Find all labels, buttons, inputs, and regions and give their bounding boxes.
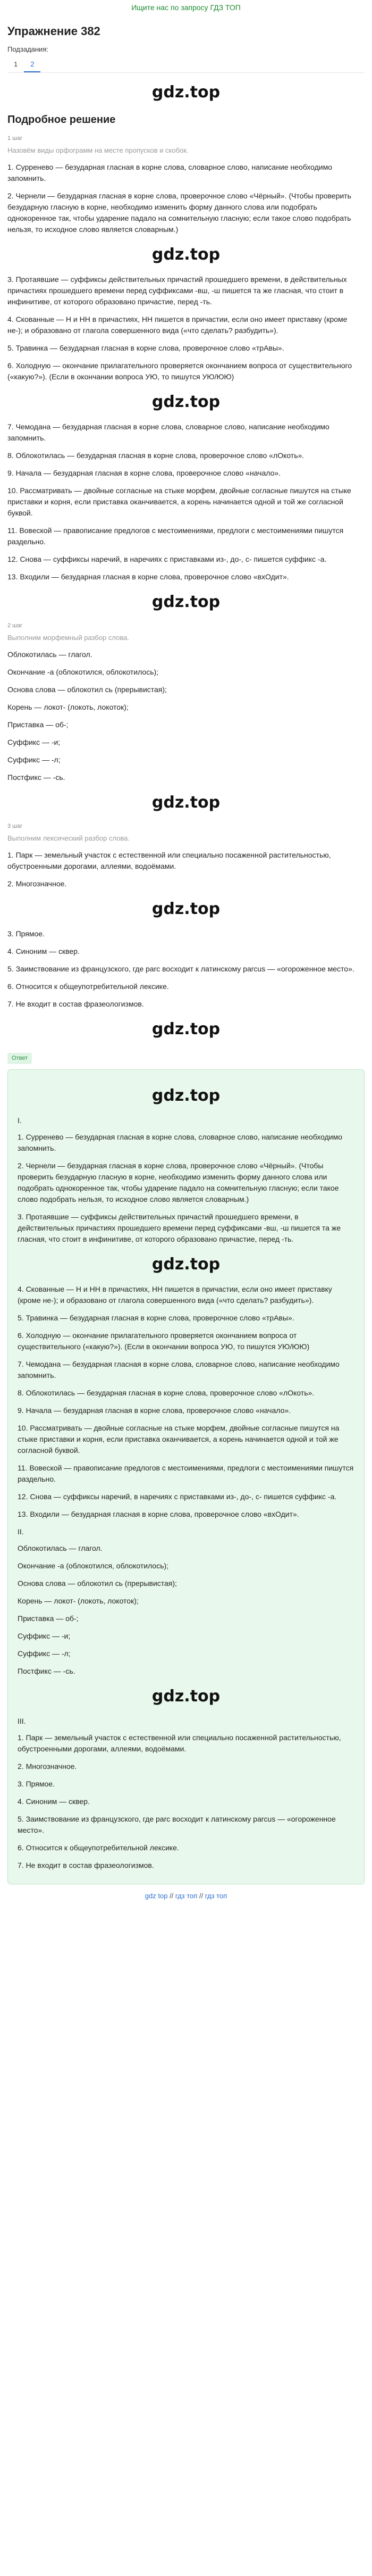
list-item: 1. Парк — земельный участок с естественной или специально посаженной растительностью, обустроенными дорогами, аллеями, водоёмами. <box>7 851 331 870</box>
step-intro: Назовём виды орфограмм на месте пропусков и скобок. <box>7 146 189 154</box>
list-item: 3. Протаявшие — суффиксы действительных причастий прошедшего времени, в действительных причастиях прошедшего времени перед суффиксами -вш, -ш пишется та же гласная, что стоит в инфинитиве, от которого образовано причастие, перед -ть. <box>7 275 347 306</box>
page-title: Упражнение 382 <box>7 24 100 38</box>
list-item: Суффикс — -л; <box>18 1649 71 1658</box>
list-item: 5. Заимствование из французского, где parc восходит к латинскому parcus — «огороженное место». <box>7 965 354 973</box>
list-item: 2. Чернели — безударная гласная в корне слова, проверочное слово «Чёрный». (Чтобы проверить безударную гласную в корне, необходимо изменить форму данного слова или подобрать однокоренное так, чтобы ударение падало на сомнительную гласную; если такое слово подобрать нельзя, то исходное слово является словарным.) <box>18 1161 339 1203</box>
step-intro: Выполним лексический разбор слова. <box>7 834 130 842</box>
list-item: Постфикс — -сь. <box>18 1666 75 1675</box>
list-item: Приставка — об-; <box>7 720 69 729</box>
step-label: 3 шаг <box>7 823 23 829</box>
list-item: Основа слова — облокотил сь (прерывистая); <box>18 1578 177 1588</box>
watermark: gdz.top <box>151 1086 221 1105</box>
tab-1[interactable]: 1 <box>14 60 18 68</box>
top-search-link[interactable]: Ищите нас по запросу ГДЗ ТОП <box>131 3 241 12</box>
list-item: 10. Рассматривать — двойные согласные на стыке морфем, двойные согласные пишутся на стыке приставки и корня, если приставка оканчивается, а корень начинается одной и той же согласной буквой. <box>7 486 351 517</box>
list-item: 13. Входили — безударная гласная в корне слова, проверочное слово «вхОдит». <box>7 572 289 581</box>
list-item: 11. Вовеской — правописание предлогов с местоимениями, предлоги с местоимениями пишутся раздельно. <box>7 526 344 546</box>
list-item: 11. Вовеской — правописание предлогов с местоимениями, предлоги с местоимениями пишутся раздельно. <box>18 1463 354 1483</box>
footer-links <box>7 1891 365 1901</box>
list-item: 7. Чемодана — безударная гласная в корне слова, словарное слово, написание необходимо запомнить. <box>18 1359 340 1380</box>
watermark: gdz.top <box>151 593 221 611</box>
list-item: 7. Не входит в состав фразеологизмов. <box>7 1000 144 1008</box>
list-item: Облокотилась — глагол. <box>7 650 92 659</box>
list-item: Облокотилась — глагол. <box>18 1543 103 1552</box>
subtasks-label: Подзадания: <box>7 45 48 53</box>
list-item: 6. Относится к общеупотребительной лексике. <box>18 1843 179 1852</box>
list-item: 9. Начала — безударная гласная в корне слова, проверочное слово «начало». <box>18 1406 291 1415</box>
footer-link[interactable]: gdz top <box>145 1891 168 1900</box>
list-item: Суффикс — -и; <box>18 1631 71 1640</box>
list-item: 13. Входили — безударная гласная в корне слова, проверочное слово «вхОдит». <box>18 1509 299 1518</box>
list-item: 9. Начала — безударная гласная в корне слова, проверочное слово «начало». <box>7 469 281 477</box>
list-item: Корень — локот- (локоть, локоток); <box>18 1596 139 1605</box>
tab-2[interactable]: 2 <box>24 57 40 73</box>
list-item: 8. Облокотилась — безударная гласная в корне слова, проверочное слово «лОкоть». <box>18 1388 315 1397</box>
list-item: 4. Скованные — Н и НН в причастиях, НН пишется в причастии, если оно имеет приставку (кроме не-); и образовано от глагола совершенного вида («что сделать? разбудить»). <box>7 315 348 335</box>
list-item: 7. Не входит в состав фразеологизмов. <box>18 1860 154 1869</box>
list-item: Суффикс — -и; <box>7 738 61 746</box>
list-item: 8. Облокотилась — безударная гласная в корне слова, проверочное слово «лОкоть». <box>7 451 305 460</box>
answer-part-label: I. <box>18 1116 22 1125</box>
list-item: 4. Скованные — Н и НН в причастиях, НН пишется в причастии, если оно имеет приставку (кроме не-); и образовано от глагола совершенного вида («что сделать? разбудить»). <box>18 1284 332 1304</box>
list-item: 2. Многозначное. <box>18 1761 77 1771</box>
list-item: 3. Протаявшие — суффиксы действительных причастий прошедшего времени, в действительных причастиях прошедшего времени перед суффиксами -вш, -ш пишется та же гласная, что стоит в инфинитиве, от которого образовано причастие, перед -ть. <box>18 1212 341 1243</box>
list-item: Основа слова — облокотил сь (прерывистая); <box>7 685 167 694</box>
list-item: 6. Холодную — окончание прилагательного проверяется окончанием вопроса от существительного («какую?»). (Если в окончании вопроса УЮ, то пишутся УЮ/ЮЮ) <box>18 1331 310 1351</box>
list-item: 3. Прямое. <box>7 929 45 938</box>
list-item: 10. Рассматривать — двойные согласные на стыке морфем, двойные согласные пишутся на стыке приставки и корня, если приставка оканчивается, а корень начинается одной и той же согласной буквой. <box>18 1423 340 1455</box>
list-item: 1. Парк — земельный участок с естественной или специально посаженной растительностью, обустроенными дорогами, аллеями, водоёмами. <box>18 1733 341 1753</box>
watermark: gdz.top <box>151 245 221 264</box>
footer-link[interactable]: гдз топ <box>205 1891 227 1900</box>
watermark: gdz.top <box>151 83 221 102</box>
list-item: 6. Относится к общеупотребительной лексике. <box>7 982 169 991</box>
list-item: 5. Заимствование из французского, где parc восходит к латинскому parcus — «огороженное место». <box>18 1814 336 1834</box>
list-item: Окончание -а (облокотился, облокотилось); <box>7 668 159 676</box>
list-item: 7. Чемодана — безударная гласная в корне слова, словарное слово, написание необходимо запомнить. <box>7 422 329 442</box>
watermark: gdz.top <box>151 1254 221 1274</box>
watermark: gdz.top <box>151 793 221 812</box>
list-item: Приставка — об-; <box>18 1614 79 1623</box>
list-item: Корень — локот- (локоть, локоток); <box>7 703 129 711</box>
step-intro: Выполним морфемный разбор слова. <box>7 633 129 642</box>
list-item: 5. Травинка — безударная гласная в корне слова, проверочное слово «трАвы». <box>18 1313 294 1322</box>
list-item: 2. Чернели — безударная гласная в корне слова, проверочное слово «Чёрный». (Чтобы проверить безударную гласную в корне, необходимо изменить форму данного слова или подобрать однокоренное так, чтобы ударение падало на сомнительную гласную; если такое слово подобрать нельзя, то исходное слово является словарным.) <box>7 192 351 234</box>
watermark: gdz.top <box>151 1020 221 1038</box>
step-label: 2 шаг <box>7 622 23 629</box>
list-item: 4. Синоним — сквер. <box>7 947 80 955</box>
list-item: 12. Снова — суффиксы наречий, в наречиях с приставками из-, до-, с- пишется суффикс -а. <box>18 1492 337 1501</box>
step-label: 1 шаг <box>7 135 23 142</box>
subtask-tabs <box>7 57 365 73</box>
list-item: Суффикс — -л; <box>7 755 61 764</box>
answer-part-label: II. <box>18 1527 24 1536</box>
list-item: 2. Многозначное. <box>7 879 67 888</box>
list-item: Постфикс — -сь. <box>7 773 65 782</box>
footer-link[interactable]: гдз топ <box>175 1891 198 1900</box>
footer-separator: // <box>199 1891 204 1900</box>
watermark: gdz.top <box>151 900 221 918</box>
list-item: 1. Сурренево — безударная гласная в корне слова, словарное слово, написание необходимо запомнить. <box>18 1132 343 1152</box>
answer-box <box>7 1069 365 1884</box>
answer-part-label: III. <box>18 1716 26 1725</box>
list-item: 1. Сурренево — безударная гласная в корне слова, словарное слово, написание необходимо запомнить. <box>7 163 333 182</box>
list-item: 6. Холодную — окончание прилагательного проверяется окончанием вопроса от существительного («какую?»). (Если в окончании вопроса УЮ, то пишутся УЮ/ЮЮ) <box>7 361 352 381</box>
answer-badge: Ответ <box>7 1053 32 1064</box>
list-item: 5. Травинка — безударная гласная в корне слова, проверочное слово «трАвы». <box>7 344 284 352</box>
list-item: Окончание -а (облокотился, облокотилось); <box>18 1561 169 1570</box>
list-item: 4. Синоним — сквер. <box>18 1797 90 1806</box>
footer-separator: // <box>170 1891 174 1900</box>
watermark: gdz.top <box>151 393 221 411</box>
watermark: gdz.top <box>151 1686 221 1706</box>
section-title: Подробное решение <box>7 114 116 126</box>
list-item: 12. Снова — суффиксы наречий, в наречиях с приставками из-, до-, с- пишется суффикс -а. <box>7 555 327 563</box>
list-item: 3. Прямое. <box>18 1779 55 1788</box>
